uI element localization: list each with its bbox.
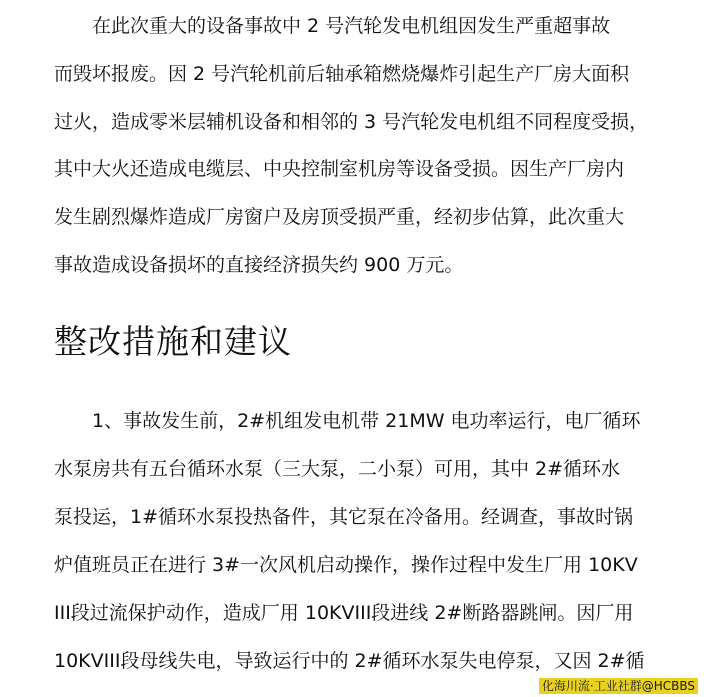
section-heading: 整改措施和建议 (54, 322, 292, 361)
paragraph-1-line-3: 过火，造成零米层辅机设备和相邻的 3 号汽轮发电机组不同程度受损， (54, 111, 649, 133)
paragraph-1-line-2: 而毁坏报废。因 2 号汽轮机前后轴承箱燃烧爆炸引起生产厂房大面积 (54, 63, 630, 85)
paragraph-1-line-4: 其中大火还造成电缆层、中央控制室机房等设备受损。因生产厂房内 (54, 158, 625, 180)
paragraph-2-line-6: 10KVIII段母线失电，导致运行中的 2#循环水泵失电停泵，又因 2#循 (54, 650, 645, 672)
paragraph-2-line-4: 炉值班员正在进行 3#一次风机启动操作，操作过程中发生厂用 10KV (54, 554, 638, 576)
paragraph-2-line-3: 泵投运，1#循环水泵投热备件，其它泵在冷备用。经调查，事故时锅 (54, 506, 634, 528)
paragraph-2-line-2: 水泵房共有五台循环水泵（三大泵，二小泵）可用，其中 2#循环水 (54, 458, 621, 480)
paragraph-2-line-1: 1、事故发生前，2#机组发电机带 21MW 电功率运行，电厂循环 (54, 410, 641, 432)
paragraph-2-line-5: III段过流保护动作，造成厂用 10KVIII段进线 2#断路器跳闸。因厂用 (54, 602, 634, 624)
paragraph-1-line-5: 发生剧烈爆炸造成厂房窗户及房顶受损严重，经初步估算，此次重大 (54, 206, 625, 228)
paragraph-1-line-1: 在此次重大的设备事故中 2 号汽轮发电机组因发生严重超事故 (54, 15, 611, 37)
watermark-label: 化海川流·工业社群@HCBBS (539, 678, 698, 694)
paragraph-1-line-6: 事故造成设备损坏的直接经济损失约 900 万元。 (54, 254, 464, 276)
